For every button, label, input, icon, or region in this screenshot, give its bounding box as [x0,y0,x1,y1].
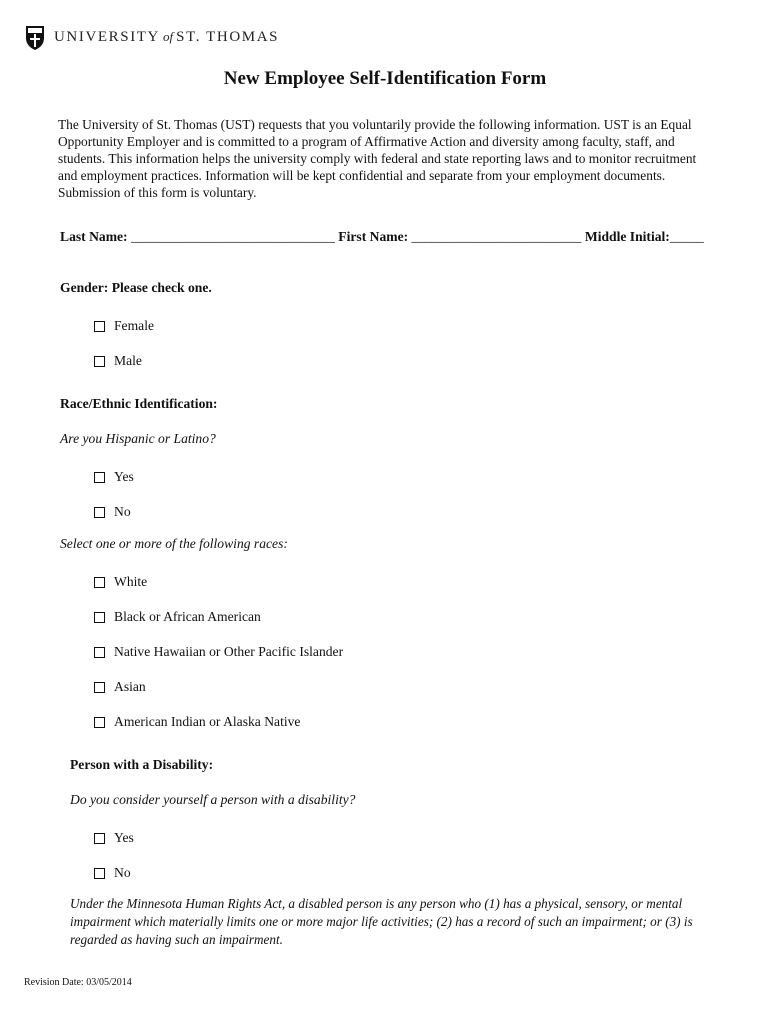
hispanic-question: Are you Hispanic or Latino? [60,431,216,446]
checkbox[interactable] [94,682,105,693]
disability-definition-note: Under the Minnesota Human Rights Act, a disabled person is any person who (1) has a physical, sensory, or mental impairment which materially limits one or more major life activities; (2) has a record of such an impairment; or (3) is regarded as having such an impairment. [70,896,693,947]
university-seal-icon [24,23,46,51]
first-name-field[interactable]: _________________________ [411,229,582,244]
option-label: Male [114,353,142,368]
race-option-american-indian[interactable] [94,714,300,730]
checkbox[interactable] [94,356,105,367]
gender-option-male[interactable] [94,353,142,369]
race-option-asian[interactable] [94,679,146,695]
university-name [54,29,279,46]
option-label: Black or African American [114,609,261,624]
hispanic-option-yes[interactable] [94,469,134,485]
middle-initial-field[interactable]: _____ [669,229,704,244]
middle-initial-label: Middle Initial: [584,229,670,244]
checkbox[interactable] [94,868,105,879]
checkbox[interactable] [94,472,105,483]
university-name-part2: ST. THOMAS [176,28,280,45]
first-name-label: First Name: [338,229,409,244]
option-label: No [114,865,131,880]
last-name-field[interactable]: ______________________________ [130,229,335,244]
gender-option-female[interactable] [94,318,154,334]
option-label: Native Hawaiian or Other Pacific Islander [114,644,344,659]
last-name-label: Last Name: [60,229,128,244]
disability-question: Do you consider yourself a person with a disability? [70,792,356,807]
option-label: No [114,504,131,519]
university-name-part1: UNIVERSITY [54,28,160,45]
gender-heading: Gender: Please check one. [60,280,212,295]
hispanic-option-no[interactable] [94,504,131,520]
option-label: Yes [114,830,134,845]
university-name-of: of [163,28,174,44]
checkbox[interactable] [94,833,105,844]
disability-option-no[interactable] [94,865,131,881]
race-option-pacific-islander[interactable] [94,644,343,660]
checkbox[interactable] [94,612,105,623]
checkbox[interactable] [94,507,105,518]
checkbox[interactable] [94,647,105,658]
revision-date: Revision Date: 03/05/2014 [24,977,132,988]
option-label: White [114,574,148,589]
races-question: Select one or more of the following races: [60,536,288,551]
intro-paragraph: The University of St. Thomas (UST) requests that you voluntarily provide the following information. UST is an Equal Opportunity Employer and is committed to a program of Affirmative Action and diversity among faculty, staff, and students. This information helps the university comply with federal and state reporting laws and to monitor recruitment and employment practices. Information will be kept confidential and separate from your employment documents. Submission of this form is voluntary. [58,117,697,200]
disability-option-yes[interactable] [94,830,134,846]
option-label: Female [114,318,155,333]
option-label: Yes [114,469,134,484]
checkbox[interactable] [94,321,105,332]
race-heading: Race/Ethnic Identification: [60,396,218,411]
race-option-black[interactable] [94,609,261,625]
checkbox[interactable] [94,577,105,588]
university-header [24,22,279,52]
option-label: American Indian or Alaska Native [114,714,301,729]
option-label: Asian [114,679,146,694]
race-option-white[interactable] [94,574,147,590]
disability-heading: Person with a Disability: [70,757,214,772]
name-fields-row [60,229,720,245]
checkbox[interactable] [94,717,105,728]
form-title: New Employee Self-Identification Form [223,68,547,89]
